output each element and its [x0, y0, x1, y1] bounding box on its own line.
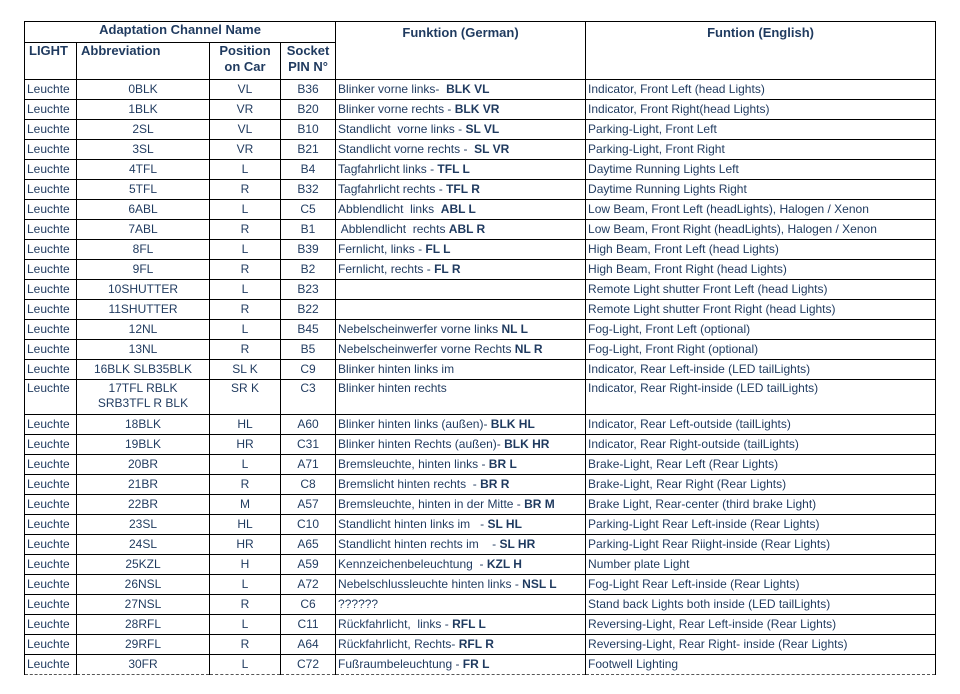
german-function-cell [336, 575, 586, 595]
abbreviation-cell [77, 360, 210, 380]
abbreviation-text: 21BR [127, 477, 159, 491]
socket-pin-cell: C3 [281, 380, 336, 415]
position-cell: L [210, 200, 281, 220]
german-function-cell [336, 300, 586, 320]
socket-pin-header [281, 43, 336, 80]
table-row [25, 595, 936, 615]
english-function-cell: Indicator, Rear Left-outside (tailLights) [586, 415, 936, 435]
german-function-text: Standlicht hinten rechts im - [338, 537, 500, 551]
table-row [25, 635, 936, 655]
german-function-text: Standlicht hinten links im - [338, 517, 488, 531]
abbreviation-text: 25KZL [125, 557, 161, 571]
light-cell: Leuchte [25, 615, 77, 635]
socket-pin-cell: B32 [281, 180, 336, 200]
german-function-code: NSL L [522, 577, 557, 591]
english-function-cell: Remote Light shutter Front Left (head Lights) [586, 280, 936, 300]
abbreviation-text: 19BLK [124, 437, 162, 451]
abbreviation-cell [77, 595, 210, 615]
german-function-header: Funktion (German) [336, 22, 586, 80]
english-function-cell: Number plate Light [586, 555, 936, 575]
abbreviation-cell [77, 80, 210, 100]
table-row [25, 575, 936, 595]
position-cell: SL K [210, 360, 281, 380]
table-row [25, 435, 936, 455]
table-row [25, 300, 936, 320]
socket-pin-cell: C31 [281, 435, 336, 455]
table-row [25, 495, 936, 515]
abbreviation-header: Abbreviation [77, 43, 210, 80]
english-function-cell: Indicator, Rear Right-outside (tailLights) [586, 435, 936, 455]
german-function-code: RFL R [458, 637, 494, 651]
abbreviation-cell [77, 415, 210, 435]
light-cell: Leuchte [25, 320, 77, 340]
socket-pin-cell: B5 [281, 340, 336, 360]
german-function-code: NL R [514, 342, 543, 356]
abbreviation-text: 22BR [127, 497, 159, 511]
abbreviation-cell [77, 200, 210, 220]
abbreviation-text: 2SL [132, 122, 154, 136]
abbreviation-cell [77, 160, 210, 180]
light-cell: Leuchte [25, 300, 77, 320]
socket-pin-cell: A59 [281, 555, 336, 575]
german-function-text: Nebelschlussleuchte hinten links - [338, 577, 523, 591]
table-row [25, 515, 936, 535]
english-function-cell: Low Beam, Front Left (headLights), Halogen / Xenon [586, 200, 936, 220]
english-function-cell: Stand back Lights both inside (LED tailLights) [586, 595, 936, 615]
position-cell: R [210, 180, 281, 200]
light-cell: Leuchte [25, 435, 77, 455]
socket-pin-cell: A64 [281, 635, 336, 655]
table-row [25, 615, 936, 635]
light-cell: Leuchte [25, 655, 77, 675]
socket-pin-cell: B21 [281, 140, 336, 160]
german-function-cell [336, 535, 586, 555]
socket-pin-cell: B10 [281, 120, 336, 140]
table-row [25, 180, 936, 200]
table-row [25, 455, 936, 475]
german-function-text: Bremslicht hinten rechts - [338, 477, 481, 491]
position-cell: HR [210, 535, 281, 555]
german-function-text: Fernlicht, rechts - [338, 262, 435, 276]
german-function-code: ABL R [448, 222, 486, 236]
german-function-text: Standlicht vorne links - [338, 122, 466, 136]
english-function-cell: High Beam, Front Right (head Lights) [586, 260, 936, 280]
socket-pin-cell: C5 [281, 200, 336, 220]
abbreviation-cell [77, 575, 210, 595]
position-cell: R [210, 300, 281, 320]
socket-pin-cell: B20 [281, 100, 336, 120]
light-cell: Leuchte [25, 475, 77, 495]
position-cell: M [210, 495, 281, 515]
abbreviation-text: 9FL [132, 262, 154, 276]
table-row [25, 80, 936, 100]
german-function-code: FR L [462, 657, 490, 671]
socket-header-line2: PIN N° [288, 59, 328, 74]
light-cell: Leuchte [25, 260, 77, 280]
abbreviation-cell [77, 635, 210, 655]
abbreviation-text: 24SL [128, 537, 158, 551]
light-cell: Leuchte [25, 200, 77, 220]
german-function-text: ?????? [338, 597, 379, 611]
abbreviation-cell [77, 240, 210, 260]
light-cell: Leuchte [25, 160, 77, 180]
position-cell: R [210, 595, 281, 615]
english-function-cell: Remote Light shutter Front Right (head Lights) [586, 300, 936, 320]
table-row [25, 160, 936, 180]
socket-pin-cell: A71 [281, 455, 336, 475]
abbreviation-cell [77, 535, 210, 555]
socket-header-line1: Socket [286, 43, 330, 58]
english-function-cell: Indicator, Rear Left-inside (LED tailLights) [586, 360, 936, 380]
socket-pin-cell: C6 [281, 595, 336, 615]
german-function-cell [336, 260, 586, 280]
abbreviation-cell [77, 475, 210, 495]
english-function-header: Funtion (English) [586, 22, 936, 80]
socket-pin-cell: A57 [281, 495, 336, 515]
abbreviation-text: 29RFL [124, 637, 162, 651]
german-function-code: BR R [480, 477, 510, 491]
english-function-cell: Footwell Lighting [586, 655, 936, 675]
german-function-cell [336, 220, 586, 240]
abbreviation-text: 11SHUTTER [108, 302, 178, 316]
socket-pin-cell: B39 [281, 240, 336, 260]
table-row [25, 320, 936, 340]
abbreviation-cell [77, 555, 210, 575]
position-header-line2: on Car [224, 59, 266, 74]
german-function-text: Kennzeichenbeleuchtung - [338, 557, 487, 571]
adaptation-channel-table [24, 21, 936, 675]
socket-pin-cell: B4 [281, 160, 336, 180]
light-header: LIGHT [25, 43, 77, 80]
light-cell: Leuchte [25, 575, 77, 595]
english-function-cell: Brake-Light, Rear Right (Rear Lights) [586, 475, 936, 495]
position-cell: R [210, 260, 281, 280]
abbreviation-cell [77, 320, 210, 340]
socket-pin-cell: B23 [281, 280, 336, 300]
table-row [25, 100, 936, 120]
german-function-cell [336, 100, 586, 120]
position-cell: R [210, 220, 281, 240]
table-row [25, 120, 936, 140]
adaptation-channel-header: Adaptation Channel Name [25, 22, 336, 43]
english-function-cell: Parking-Light, Front Left [586, 120, 936, 140]
position-cell: H [210, 555, 281, 575]
german-function-code: SL VL [465, 122, 500, 136]
english-function-cell: Brake Light, Rear-center (third brake Light) [586, 495, 936, 515]
abbreviation-cell [77, 140, 210, 160]
socket-pin-cell: B2 [281, 260, 336, 280]
position-cell: L [210, 575, 281, 595]
abbreviation-cell [77, 340, 210, 360]
position-cell: L [210, 655, 281, 675]
german-function-code: FL L [425, 242, 451, 256]
abbreviation-text: 23SL [128, 517, 158, 531]
abbreviation-text: 18BLK [124, 417, 162, 431]
english-function-cell: Parking-Light, Front Right [586, 140, 936, 160]
german-function-text: Blinker hinten links (außen)- [338, 417, 491, 431]
english-function-cell: Parking-Light Rear Riight-inside (Rear Lights) [586, 535, 936, 555]
abbreviation-text-line2: SRB3TFL R BLK [97, 396, 189, 410]
german-function-cell [336, 240, 586, 260]
abbreviation-cell [77, 435, 210, 455]
german-function-code: BLK HR [504, 437, 550, 451]
abbreviation-text: 20BR [127, 457, 159, 471]
table-row [25, 280, 936, 300]
abbreviation-text: 26NSL [124, 577, 162, 591]
abbreviation-text: 27NSL [124, 597, 162, 611]
table-row [25, 340, 936, 360]
abbreviation-text: 17TFL RBLK [108, 381, 178, 395]
position-cell: R [210, 635, 281, 655]
abbreviation-text: 0BLK [128, 82, 158, 96]
german-function-text: Abblendlicht rechts [338, 222, 449, 236]
table-row [25, 220, 936, 240]
german-function-text: Rückfahrlicht, Rechts- [338, 637, 459, 651]
position-cell: L [210, 455, 281, 475]
german-function-code: SL VR [470, 142, 510, 156]
german-function-text: Tagfahrlicht rechts - [338, 182, 447, 196]
light-cell: Leuchte [25, 280, 77, 300]
socket-pin-cell: B22 [281, 300, 336, 320]
german-function-cell [336, 140, 586, 160]
abbreviation-text: 3SL [132, 142, 154, 156]
socket-pin-cell: C9 [281, 360, 336, 380]
abbreviation-cell [77, 495, 210, 515]
light-cell: Leuchte [25, 535, 77, 555]
socket-pin-cell: C8 [281, 475, 336, 495]
light-cell: Leuchte [25, 380, 77, 415]
position-cell: SR K [210, 380, 281, 415]
german-function-text: Bremsleuchte, hinten in der Mitte - [338, 497, 525, 511]
english-function-cell: Indicator, Front Left (head Lights) [586, 80, 936, 100]
position-cell: L [210, 320, 281, 340]
german-function-cell [336, 595, 586, 615]
abbreviation-text: 5TFL [128, 182, 157, 196]
position-cell: VR [210, 100, 281, 120]
english-function-cell: Reversing-Light, Rear Right- inside (Rear Lights) [586, 635, 936, 655]
light-cell: Leuchte [25, 180, 77, 200]
german-function-cell [336, 635, 586, 655]
abbreviation-cell [77, 280, 210, 300]
abbreviation-cell [77, 120, 210, 140]
light-cell: Leuchte [25, 80, 77, 100]
abbreviation-text: 28RFL [124, 617, 162, 631]
socket-pin-cell: C10 [281, 515, 336, 535]
table-row [25, 555, 936, 575]
german-function-code: BLK HL [490, 417, 535, 431]
position-cell: L [210, 280, 281, 300]
german-function-cell [336, 515, 586, 535]
german-function-cell [336, 120, 586, 140]
abbreviation-text: 16BLK SLB35BLK [93, 362, 193, 376]
abbreviation-text: 6ABL [128, 202, 158, 216]
german-function-code: BR M [524, 497, 555, 511]
german-function-code: ABL L [440, 202, 476, 216]
position-cell: VL [210, 120, 281, 140]
german-function-text: Blinker vorne rechts - [338, 102, 455, 116]
german-function-text: Fußraumbeleuchtung - [338, 657, 463, 671]
english-function-cell: Brake-Light, Rear Left (Rear Lights) [586, 455, 936, 475]
light-cell: Leuchte [25, 140, 77, 160]
english-function-cell: Fog-Light Rear Left-inside (Rear Lights) [586, 575, 936, 595]
german-function-cell [336, 435, 586, 455]
german-function-cell [336, 160, 586, 180]
german-function-cell [336, 615, 586, 635]
german-function-cell [336, 655, 586, 675]
light-cell: Leuchte [25, 240, 77, 260]
german-function-text: Fernlicht, links - [338, 242, 426, 256]
position-cell: R [210, 475, 281, 495]
german-function-code: BLK VR [454, 102, 500, 116]
abbreviation-cell [77, 100, 210, 120]
german-function-text: Blinker vorne links- [338, 82, 443, 96]
socket-pin-cell: B1 [281, 220, 336, 240]
abbreviation-cell [77, 260, 210, 280]
abbreviation-cell [77, 615, 210, 635]
german-function-code: SL HR [499, 537, 536, 551]
german-function-text: Blinker hinten Rechts (außen)- [338, 437, 505, 451]
german-function-text: Nebelscheinwerfer vorne Rechts [338, 342, 515, 356]
position-cell: L [210, 615, 281, 635]
abbreviation-cell [77, 655, 210, 675]
german-function-text: Tagfahrlicht links - [338, 162, 438, 176]
abbreviation-cell [77, 300, 210, 320]
german-function-cell [336, 340, 586, 360]
german-function-cell [336, 200, 586, 220]
german-function-text: Rückfahrlicht, links - [338, 617, 453, 631]
socket-pin-cell: A60 [281, 415, 336, 435]
german-function-text: Blinker hinten rechts [338, 381, 447, 395]
abbreviation-cell [77, 515, 210, 535]
light-cell: Leuchte [25, 220, 77, 240]
german-function-text: Abblendlicht links [338, 202, 441, 216]
socket-pin-cell: B45 [281, 320, 336, 340]
table-row [25, 200, 936, 220]
table-body [25, 80, 936, 675]
english-function-cell: Low Beam, Front Right (headLights), Halogen / Xenon [586, 220, 936, 240]
english-function-cell: High Beam, Front Left (head Lights) [586, 240, 936, 260]
german-function-code: BLK VL [442, 82, 490, 96]
table-row [25, 380, 936, 415]
german-function-cell [336, 380, 586, 415]
socket-pin-cell: A65 [281, 535, 336, 555]
socket-pin-cell: A72 [281, 575, 336, 595]
position-header-line1: Position [219, 43, 271, 58]
light-cell: Leuchte [25, 340, 77, 360]
german-function-code: FL R [434, 262, 461, 276]
table-row [25, 140, 936, 160]
german-function-cell [336, 320, 586, 340]
german-function-text: Nebelscheinwerfer vorne links [338, 322, 502, 336]
german-function-text: Standlicht vorne rechts - [338, 142, 471, 156]
abbreviation-text: 7ABL [128, 222, 158, 236]
light-cell: Leuchte [25, 100, 77, 120]
german-function-code: TFL R [446, 182, 480, 196]
abbreviation-cell [77, 220, 210, 240]
position-cell: L [210, 240, 281, 260]
light-cell: Leuchte [25, 360, 77, 380]
abbreviation-cell [77, 380, 210, 415]
abbreviation-text: 1BLK [128, 102, 158, 116]
german-function-cell [336, 555, 586, 575]
table-row [25, 535, 936, 555]
socket-pin-cell: B36 [281, 80, 336, 100]
abbreviation-text: 8FL [132, 242, 154, 256]
german-function-code: SL HL [487, 517, 522, 531]
german-function-code: BR L [488, 457, 517, 471]
german-function-cell [336, 280, 586, 300]
german-function-cell [336, 80, 586, 100]
position-cell: L [210, 160, 281, 180]
english-function-cell: Parking-Light Rear Left-inside (Rear Lights) [586, 515, 936, 535]
german-function-code: TFL L [437, 162, 470, 176]
german-function-cell [336, 495, 586, 515]
socket-pin-cell: C11 [281, 615, 336, 635]
english-function-cell: Reversing-Light, Rear Left-inside (Rear Lights) [586, 615, 936, 635]
german-function-cell [336, 475, 586, 495]
german-function-text: Blinker hinten links im [338, 362, 455, 376]
table-row [25, 260, 936, 280]
german-function-cell [336, 360, 586, 380]
english-function-cell: Indicator, Front Right(head Lights) [586, 100, 936, 120]
german-function-cell [336, 180, 586, 200]
light-cell: Leuchte [25, 455, 77, 475]
table-row [25, 240, 936, 260]
light-cell: Leuchte [25, 415, 77, 435]
german-function-code: KZL H [486, 557, 522, 571]
light-cell: Leuchte [25, 120, 77, 140]
english-function-cell: Fog-Light, Front Left (optional) [586, 320, 936, 340]
german-function-cell [336, 455, 586, 475]
position-cell: VR [210, 140, 281, 160]
english-function-cell: Daytime Running Lights Right [586, 180, 936, 200]
light-cell: Leuchte [25, 495, 77, 515]
table-row [25, 415, 936, 435]
table-row [25, 475, 936, 495]
abbreviation-cell [77, 455, 210, 475]
light-cell: Leuchte [25, 595, 77, 615]
english-function-cell: Daytime Running Lights Left [586, 160, 936, 180]
abbreviation-text: 30FR [128, 657, 158, 671]
position-cell: R [210, 340, 281, 360]
abbreviation-cell [77, 180, 210, 200]
german-function-code: RFL L [452, 617, 486, 631]
position-cell: HL [210, 415, 281, 435]
position-cell: HL [210, 515, 281, 535]
abbreviation-text: 10SHUTTER [107, 282, 178, 296]
position-cell: VL [210, 80, 281, 100]
english-function-cell: Fog-Light, Front Right (optional) [586, 340, 936, 360]
abbreviation-text: 4TFL [128, 162, 157, 176]
light-cell: Leuchte [25, 635, 77, 655]
german-function-code: NL L [501, 322, 528, 336]
german-function-cell [336, 415, 586, 435]
german-function-text: Bremsleuchte, hinten links - [338, 457, 489, 471]
table-row [25, 655, 936, 675]
light-cell: Leuchte [25, 555, 77, 575]
light-cell: Leuchte [25, 515, 77, 535]
position-cell: HR [210, 435, 281, 455]
socket-pin-cell: C72 [281, 655, 336, 675]
abbreviation-text: 13NL [128, 342, 158, 356]
position-header [210, 43, 281, 80]
abbreviation-text: 12NL [128, 322, 158, 336]
english-function-cell: Indicator, Rear Right-inside (LED tailLights) [586, 380, 936, 415]
table-row [25, 360, 936, 380]
